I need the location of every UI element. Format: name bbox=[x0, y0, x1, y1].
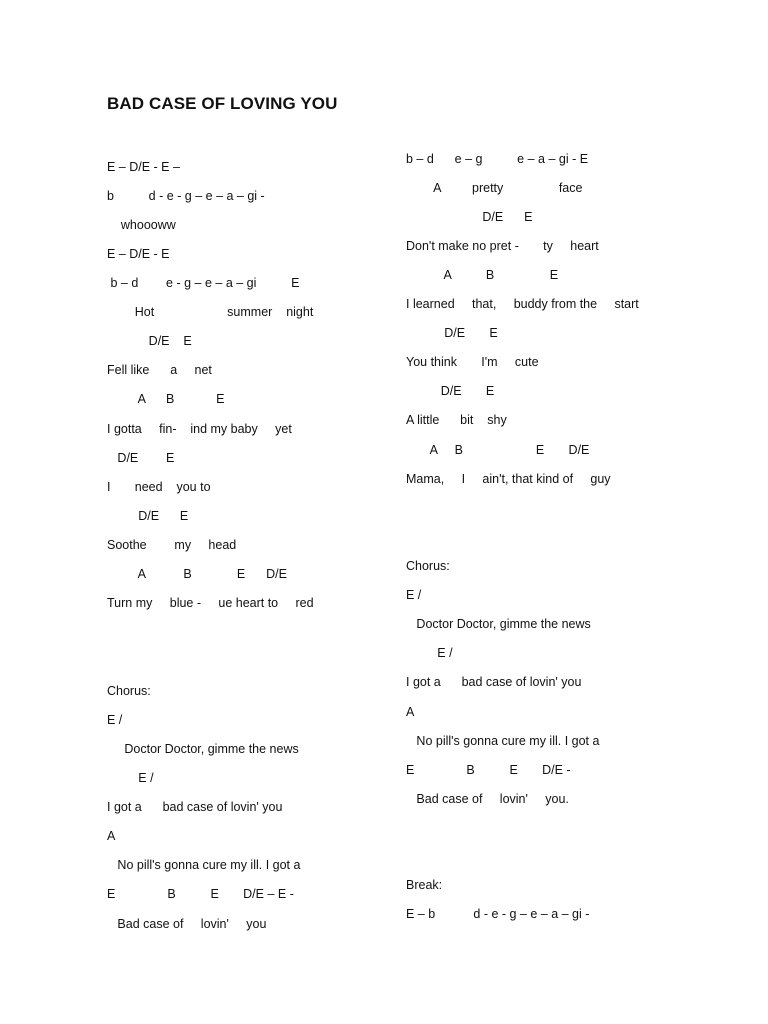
lyric-line: Fell like a net bbox=[107, 363, 212, 377]
lyric-line: E / bbox=[406, 588, 422, 602]
lyric-line: A B E bbox=[406, 268, 559, 282]
lyric-line: Doctor Doctor, gimme the news bbox=[406, 617, 591, 631]
lyric-line: b – d e – g e – a – gi - E bbox=[406, 152, 589, 166]
lyric-line: A pretty face bbox=[406, 181, 583, 195]
lyric-line: D/E E bbox=[107, 509, 189, 523]
lyric-line: Bad case of lovin' you bbox=[107, 917, 267, 931]
lyric-line: No pill's gonna cure my ill. I got a bbox=[406, 734, 600, 748]
lyric-line: A bbox=[107, 829, 116, 843]
lyric-line: Turn my blue - ue heart to red bbox=[107, 596, 314, 610]
lyric-line: I got a bad case of lovin' you bbox=[107, 800, 283, 814]
lyric-line: Bad case of lovin' you. bbox=[406, 792, 569, 806]
lyric-line: Mama, I ain't, that kind of guy bbox=[406, 472, 611, 486]
lyric-line: A bbox=[406, 705, 415, 719]
lyric-line: D/E E bbox=[107, 334, 192, 348]
lyric-line: A B E D/E bbox=[406, 443, 590, 457]
lyric-line: D/E E bbox=[406, 384, 495, 398]
lyric-line: A B E bbox=[107, 392, 225, 406]
lyric-line: I got a bad case of lovin' you bbox=[406, 675, 582, 689]
lyric-line: E – D/E - E – bbox=[107, 160, 180, 174]
lyric-line: E – b d - e - g – e – a – gi - bbox=[406, 907, 590, 921]
lyric-line: I learned that, buddy from the start bbox=[406, 297, 639, 311]
section-label-chorus: Chorus: bbox=[406, 559, 450, 573]
lyric-line: Doctor Doctor, gimme the news bbox=[107, 742, 299, 756]
lyric-line: E / bbox=[406, 646, 453, 660]
section-label-chorus: Chorus: bbox=[107, 684, 151, 698]
lyric-line: I need you to bbox=[107, 480, 211, 494]
section-label-break: Break: bbox=[406, 878, 443, 892]
lyric-line: A little bit shy bbox=[406, 413, 507, 427]
lyric-line: b d - e - g – e – a – gi - bbox=[107, 189, 265, 203]
lyric-line: A B E D/E bbox=[107, 567, 287, 581]
lyric-line: E B E D/E - bbox=[406, 763, 571, 777]
lyric-line: E / bbox=[107, 713, 123, 727]
lyric-line: D/E E bbox=[107, 451, 175, 465]
lyric-line: E – D/E - E bbox=[107, 247, 170, 261]
lyric-line: D/E E bbox=[406, 210, 533, 224]
lyric-line: Don't make no pret - ty heart bbox=[406, 239, 599, 253]
lyric-line: I gotta fin- ind my baby yet bbox=[107, 422, 292, 436]
song-title: BAD CASE OF LOVING YOU bbox=[107, 94, 338, 113]
lyric-line: No pill's gonna cure my ill. I got a bbox=[107, 858, 301, 872]
lyric-line: Soothe my head bbox=[107, 538, 237, 552]
lyric-line: E / bbox=[107, 771, 154, 785]
lyric-line: D/E E bbox=[406, 326, 498, 340]
lyric-line: Hot summer night bbox=[107, 305, 314, 319]
lyric-line: E B E D/E – E - bbox=[107, 887, 294, 901]
lyric-line: You think I'm cute bbox=[406, 355, 539, 369]
lyric-line: b – d e - g – e – a – gi E bbox=[107, 276, 300, 290]
lyric-line: whoooww bbox=[107, 218, 176, 232]
